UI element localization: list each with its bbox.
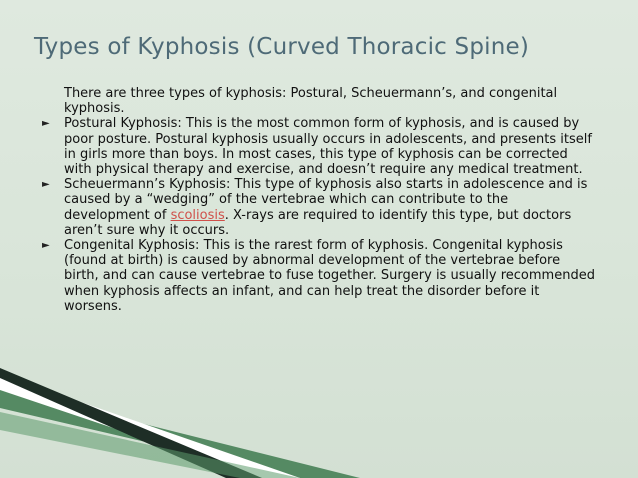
intro-paragraph: [40, 86, 598, 116]
intro-text: There are three types of kyphosis: Postural, Scheuermann’s, and congenital kyphosis.: [64, 86, 558, 117]
bullet-text-scheuermann-after: . X-rays are required to identify this type, but doctors aren’t sure why it occurs.: [64, 207, 572, 238]
bullet-item-postural: [40, 116, 598, 177]
bullet-item-scheuermann: [40, 177, 598, 238]
stripe-green-front: [0, 412, 300, 478]
arrow-bullet-icon: ►: [42, 240, 50, 252]
scoliosis-link[interactable]: scoliosis: [170, 207, 225, 223]
bullet-item-congenital: [40, 238, 598, 314]
bullet-text-scheuermann-before: Scheuermann’s Kyphosis: This type of kyphosis also starts in adolescence and is caused by a “wedging” of the vertebrae which can contribute to the development of: [64, 177, 588, 223]
decorative-stripes: [0, 368, 638, 478]
bullet-text-congenital: Congenital Kyphosis: This is the rarest form of kyphosis. Congenital kyphosis (found at birth) is caused by abnormal development of the vertebrae before birth, and can cause vertebrae to fuse together. Surgery is usually recommended when kyphosis affects an infant, and can help treat the disorder before it worsens.: [64, 238, 595, 314]
slide-body: [40, 86, 598, 314]
slide-title: Types of Kyphosis (Curved Thoracic Spine): [34, 34, 530, 60]
bullet-text-postural: Postural Kyphosis: This is the most common form of kyphosis, and is caused by poor posture. Postural kyphosis usually occurs in adolescents, and presents itself in girls more than boys. In most cases, this type of kyphosis can be corrected with physical therapy and exercise, and doesn’t require any medical treatment.: [64, 116, 592, 178]
arrow-bullet-icon: ►: [42, 118, 50, 130]
arrow-bullet-icon: ►: [42, 179, 50, 191]
